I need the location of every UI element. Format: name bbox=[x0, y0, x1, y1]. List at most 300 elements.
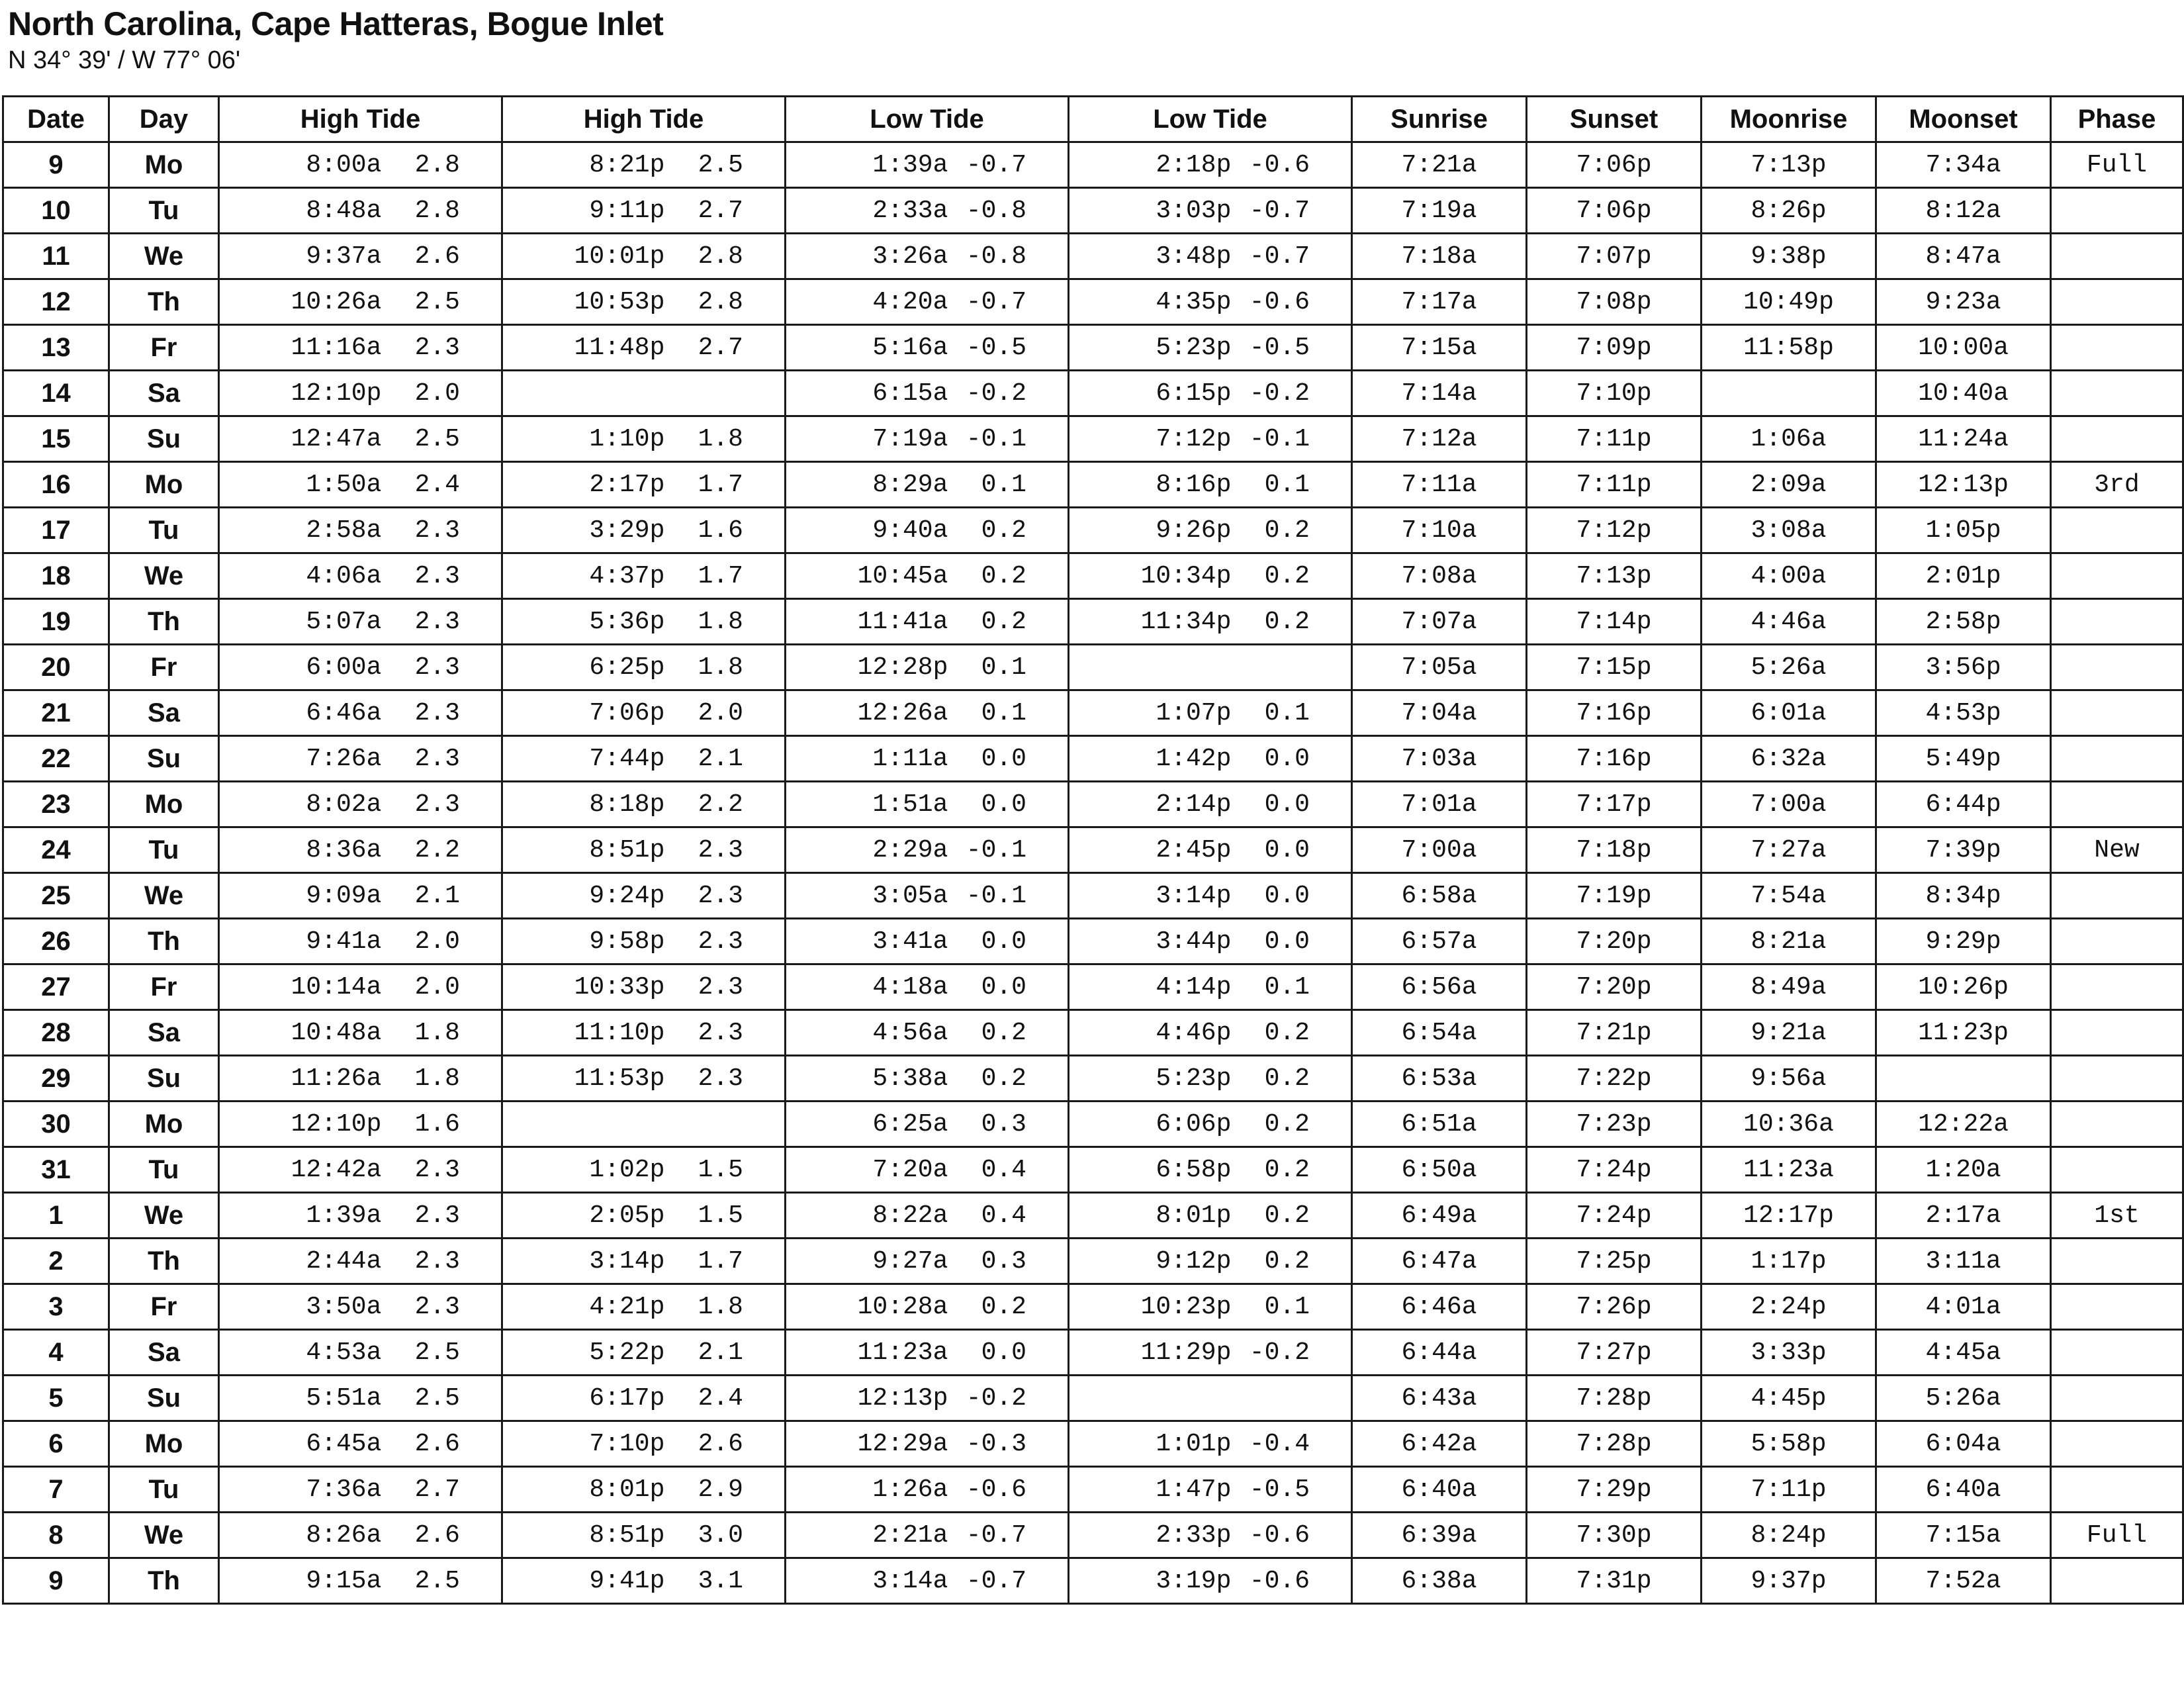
low-tide-2-cell bbox=[1069, 1558, 1352, 1604]
high-tide-2-height: 3.1 bbox=[698, 1566, 743, 1595]
low-tide-2-height: 0.2 bbox=[1264, 561, 1310, 590]
low-tide-1-time: 1:39a bbox=[872, 150, 948, 179]
day-cell: We bbox=[109, 1513, 219, 1558]
low-tide-2-time: 5:23p bbox=[1156, 1064, 1232, 1093]
high-tide-2-time: 8:01p bbox=[589, 1475, 665, 1504]
low-tide-2-cell bbox=[1069, 873, 1352, 919]
high-tide-1-time: 2:58a bbox=[306, 516, 382, 545]
low-tide-2-pair bbox=[1069, 1567, 1351, 1595]
high-tide-1-pair bbox=[220, 973, 501, 1002]
low-tide-2-cell bbox=[1069, 279, 1352, 325]
high-tide-1-pair bbox=[220, 288, 501, 316]
high-tide-1-cell bbox=[219, 599, 502, 645]
low-tide-2-cell bbox=[1069, 1010, 1352, 1056]
low-tide-2-pair bbox=[1069, 1156, 1351, 1184]
low-tide-2-height: 0.0 bbox=[1264, 744, 1310, 773]
high-tide-2-time: 5:22p bbox=[589, 1338, 665, 1367]
day-cell: Tu bbox=[109, 827, 219, 873]
low-tide-1-pair bbox=[786, 1338, 1068, 1367]
high-tide-2-pair bbox=[503, 1476, 784, 1504]
high-tide-2-pair bbox=[503, 745, 784, 773]
high-tide-2-cell bbox=[502, 234, 786, 279]
high-tide-2-pair bbox=[503, 1430, 784, 1458]
high-tide-2-cell bbox=[502, 1513, 786, 1558]
day-cell: Th bbox=[109, 599, 219, 645]
low-tide-1-height: -0.8 bbox=[966, 242, 1026, 271]
low-tide-2-time: 2:18p bbox=[1156, 150, 1232, 179]
date-cell: 30 bbox=[3, 1102, 109, 1147]
high-tide-2-cell bbox=[502, 325, 786, 371]
high-tide-2-height: 2.7 bbox=[698, 196, 743, 225]
high-tide-1-time: 5:51a bbox=[306, 1383, 382, 1413]
low-tide-2-height: 0.2 bbox=[1264, 607, 1310, 636]
high-tide-1-cell bbox=[219, 1284, 502, 1330]
moonset-cell: 12:22a bbox=[1876, 1102, 2051, 1147]
low-tide-1-cell bbox=[786, 1147, 1069, 1193]
low-tide-1-cell bbox=[786, 1376, 1069, 1421]
high-tide-2-pair bbox=[503, 516, 784, 545]
low-tide-1-time: 5:38a bbox=[872, 1064, 948, 1093]
sunset-cell: 7:07p bbox=[1527, 234, 1702, 279]
day-cell: Fr bbox=[109, 964, 219, 1010]
date-cell: 3 bbox=[3, 1284, 109, 1330]
low-tide-1-pair bbox=[786, 1156, 1068, 1184]
high-tide-2-time: 2:05p bbox=[589, 1201, 665, 1230]
sunrise-cell: 7:00a bbox=[1352, 827, 1527, 873]
low-tide-1-pair bbox=[786, 334, 1068, 362]
high-tide-1-cell bbox=[219, 1010, 502, 1056]
low-tide-1-time: 8:29a bbox=[872, 470, 948, 499]
high-tide-1-time: 2:44a bbox=[306, 1246, 382, 1276]
moonrise-cell: 9:38p bbox=[1702, 234, 1876, 279]
sunset-cell: 7:22p bbox=[1527, 1056, 1702, 1102]
low-tide-1-pair bbox=[786, 1430, 1068, 1458]
low-tide-2-cell bbox=[1069, 690, 1352, 736]
high-tide-2-time: 11:53p bbox=[574, 1064, 665, 1093]
low-tide-1-cell bbox=[786, 736, 1069, 782]
table-row bbox=[3, 1102, 2183, 1147]
high-tide-2-cell bbox=[502, 1330, 786, 1376]
low-tide-1-time: 4:18a bbox=[872, 972, 948, 1002]
low-tide-2-height: 0.2 bbox=[1264, 516, 1310, 545]
moonrise-cell: 7:11p bbox=[1702, 1467, 1876, 1513]
high-tide-2-pair bbox=[503, 927, 784, 956]
low-tide-2-cell bbox=[1069, 1421, 1352, 1467]
high-tide-1-height: 2.3 bbox=[414, 744, 460, 773]
low-tide-2-cell bbox=[1069, 599, 1352, 645]
high-tide-1-cell bbox=[219, 1467, 502, 1513]
high-tide-1-time: 12:42a bbox=[291, 1155, 382, 1184]
header-moonset: Moonset bbox=[1876, 97, 2051, 142]
day-cell: Mo bbox=[109, 462, 219, 508]
high-tide-1-cell bbox=[219, 1330, 502, 1376]
high-tide-1-cell bbox=[219, 1056, 502, 1102]
low-tide-2-cell bbox=[1069, 188, 1352, 234]
sunrise-cell: 7:03a bbox=[1352, 736, 1527, 782]
moon-phase-cell bbox=[2051, 919, 2183, 964]
high-tide-2-pair bbox=[503, 1384, 784, 1413]
sunrise-cell: 6:56a bbox=[1352, 964, 1527, 1010]
high-tide-2-pair bbox=[503, 242, 784, 271]
moon-phase-cell bbox=[2051, 416, 2183, 462]
table-row bbox=[3, 782, 2183, 827]
sunrise-cell: 6:39a bbox=[1352, 1513, 1527, 1558]
high-tide-1-pair bbox=[220, 653, 501, 682]
date-cell: 15 bbox=[3, 416, 109, 462]
moonrise-cell: 8:21a bbox=[1702, 919, 1876, 964]
low-tide-2-time: 8:16p bbox=[1156, 470, 1232, 499]
moonset-cell: 1:20a bbox=[1876, 1147, 2051, 1193]
high-tide-2-cell bbox=[502, 1102, 786, 1147]
high-tide-2-time: 3:29p bbox=[589, 516, 665, 545]
low-tide-2-cell bbox=[1069, 508, 1352, 553]
high-tide-1-height: 2.7 bbox=[414, 1475, 460, 1504]
day-cell: Tu bbox=[109, 188, 219, 234]
sunset-cell: 7:20p bbox=[1527, 964, 1702, 1010]
table-row bbox=[3, 1147, 2183, 1193]
sunset-cell: 7:17p bbox=[1527, 782, 1702, 827]
sunrise-cell: 6:49a bbox=[1352, 1193, 1527, 1239]
day-cell: Su bbox=[109, 416, 219, 462]
high-tide-1-time: 8:00a bbox=[306, 150, 382, 179]
table-row bbox=[3, 325, 2183, 371]
sunrise-cell: 7:19a bbox=[1352, 188, 1527, 234]
moonset-cell: 2:58p bbox=[1876, 599, 2051, 645]
low-tide-1-cell bbox=[786, 1284, 1069, 1330]
high-tide-2-height: 1.8 bbox=[698, 424, 743, 453]
moon-phase-cell bbox=[2051, 690, 2183, 736]
low-tide-2-pair bbox=[1069, 151, 1351, 179]
low-tide-1-height: -0.7 bbox=[966, 287, 1026, 316]
day-cell: Sa bbox=[109, 1330, 219, 1376]
high-tide-2-time: 8:51p bbox=[589, 835, 665, 865]
high-tide-1-pair bbox=[220, 1019, 501, 1047]
low-tide-1-time: 3:14a bbox=[872, 1566, 948, 1595]
moonrise-cell: 6:01a bbox=[1702, 690, 1876, 736]
low-tide-1-cell bbox=[786, 873, 1069, 919]
moonrise-cell: 12:17p bbox=[1702, 1193, 1876, 1239]
moonset-cell: 7:34a bbox=[1876, 142, 2051, 188]
page-title: North Carolina, Cape Hatteras, Bogue Inlet bbox=[8, 5, 664, 42]
low-tide-1-pair bbox=[786, 151, 1068, 179]
low-tide-2-cell bbox=[1069, 1147, 1352, 1193]
high-tide-2-cell bbox=[502, 873, 786, 919]
high-tide-1-height: 2.0 bbox=[414, 972, 460, 1002]
moonset-cell: 11:24a bbox=[1876, 416, 2051, 462]
moonrise-cell: 2:24p bbox=[1702, 1284, 1876, 1330]
low-tide-2-height: 0.2 bbox=[1264, 1201, 1310, 1230]
high-tide-2-pair bbox=[503, 882, 784, 910]
high-tide-2-height: 3.0 bbox=[698, 1521, 743, 1550]
high-tide-1-time: 9:09a bbox=[306, 881, 382, 910]
high-tide-1-time: 8:36a bbox=[306, 835, 382, 865]
high-tide-1-cell bbox=[219, 919, 502, 964]
date-cell: 16 bbox=[3, 462, 109, 508]
moonrise-cell: 7:27a bbox=[1702, 827, 1876, 873]
moonrise-cell: 7:00a bbox=[1702, 782, 1876, 827]
table-row bbox=[3, 279, 2183, 325]
table-row bbox=[3, 1330, 2183, 1376]
low-tide-2-pair bbox=[1069, 1064, 1351, 1093]
low-tide-1-cell bbox=[786, 325, 1069, 371]
high-tide-2-height: 1.7 bbox=[698, 1246, 743, 1276]
moon-phase-cell bbox=[2051, 873, 2183, 919]
high-tide-2-cell bbox=[502, 645, 786, 690]
low-tide-2-pair bbox=[1069, 836, 1351, 865]
low-tide-1-height: 0.1 bbox=[981, 698, 1026, 727]
sunrise-cell: 6:57a bbox=[1352, 919, 1527, 964]
low-tide-2-cell bbox=[1069, 1467, 1352, 1513]
sunrise-cell: 6:38a bbox=[1352, 1558, 1527, 1604]
day-cell: We bbox=[109, 1193, 219, 1239]
high-tide-2-time: 2:17p bbox=[589, 470, 665, 499]
high-tide-2-height: 1.8 bbox=[698, 1292, 743, 1321]
low-tide-1-cell bbox=[786, 234, 1069, 279]
moon-phase-cell bbox=[2051, 1010, 2183, 1056]
high-tide-1-pair bbox=[220, 425, 501, 453]
moonset-cell: 7:52a bbox=[1876, 1558, 2051, 1604]
low-tide-2-pair bbox=[1069, 334, 1351, 362]
high-tide-1-height: 2.3 bbox=[414, 653, 460, 682]
high-tide-1-pair bbox=[220, 1293, 501, 1321]
low-tide-1-cell bbox=[786, 553, 1069, 599]
low-tide-2-pair bbox=[1069, 1521, 1351, 1550]
low-tide-1-height: 0.2 bbox=[981, 516, 1026, 545]
high-tide-2-cell bbox=[502, 782, 786, 827]
high-tide-1-height: 2.5 bbox=[414, 424, 460, 453]
moonrise-cell: 7:54a bbox=[1702, 873, 1876, 919]
high-tide-1-time: 4:06a bbox=[306, 561, 382, 590]
high-tide-2-height: 2.3 bbox=[698, 927, 743, 956]
header-high-tide-1: High Tide bbox=[219, 97, 502, 142]
low-tide-2-time: 8:01p bbox=[1156, 1201, 1232, 1230]
high-tide-1-time: 10:26a bbox=[291, 287, 382, 316]
low-tide-2-time: 4:35p bbox=[1156, 287, 1232, 316]
high-tide-2-time: 3:14p bbox=[589, 1246, 665, 1276]
high-tide-1-time: 7:26a bbox=[306, 744, 382, 773]
date-cell: 21 bbox=[3, 690, 109, 736]
sunset-cell: 7:21p bbox=[1527, 1010, 1702, 1056]
low-tide-2-pair bbox=[1069, 699, 1351, 727]
high-tide-1-cell bbox=[219, 462, 502, 508]
low-tide-2-height: -0.2 bbox=[1249, 379, 1310, 408]
high-tide-2-pair bbox=[503, 562, 784, 590]
high-tide-2-height: 2.3 bbox=[698, 972, 743, 1002]
high-tide-2-pair bbox=[503, 334, 784, 362]
sunset-cell: 7:25p bbox=[1527, 1239, 1702, 1284]
sunrise-cell: 7:17a bbox=[1352, 279, 1527, 325]
high-tide-1-height: 2.5 bbox=[414, 1566, 460, 1595]
high-tide-1-time: 6:45a bbox=[306, 1429, 382, 1458]
table-row bbox=[3, 599, 2183, 645]
high-tide-2-pair bbox=[503, 973, 784, 1002]
low-tide-2-height: 0.2 bbox=[1264, 1155, 1310, 1184]
high-tide-2-height: 1.5 bbox=[698, 1155, 743, 1184]
low-tide-1-height: -0.8 bbox=[966, 196, 1026, 225]
high-tide-2-height: 2.3 bbox=[698, 881, 743, 910]
low-tide-2-time: 9:12p bbox=[1156, 1246, 1232, 1276]
high-tide-2-cell bbox=[502, 553, 786, 599]
day-cell: Mo bbox=[109, 1421, 219, 1467]
date-cell: 7 bbox=[3, 1467, 109, 1513]
table-row bbox=[3, 188, 2183, 234]
moon-phase-cell: Full bbox=[2051, 1513, 2183, 1558]
high-tide-1-pair bbox=[220, 1384, 501, 1413]
day-cell: Su bbox=[109, 1056, 219, 1102]
moonset-cell bbox=[1876, 1056, 2051, 1102]
low-tide-2-time: 3:03p bbox=[1156, 196, 1232, 225]
high-tide-2-cell bbox=[502, 1010, 786, 1056]
low-tide-2-cell bbox=[1069, 1330, 1352, 1376]
low-tide-2-height: 0.1 bbox=[1264, 470, 1310, 499]
low-tide-2-cell bbox=[1069, 1193, 1352, 1239]
high-tide-1-pair bbox=[220, 1110, 501, 1139]
high-tide-2-time: 11:48p bbox=[574, 333, 665, 362]
low-tide-1-cell bbox=[786, 188, 1069, 234]
moonrise-cell: 2:09a bbox=[1702, 462, 1876, 508]
low-tide-2-height: -0.7 bbox=[1249, 196, 1310, 225]
high-tide-2-cell bbox=[502, 416, 786, 462]
low-tide-1-height: -0.7 bbox=[966, 150, 1026, 179]
high-tide-2-pair bbox=[503, 1019, 784, 1047]
moonrise-cell: 7:13p bbox=[1702, 142, 1876, 188]
day-cell: Mo bbox=[109, 1102, 219, 1147]
low-tide-1-cell bbox=[786, 371, 1069, 416]
high-tide-1-height: 2.3 bbox=[414, 1292, 460, 1321]
day-cell: We bbox=[109, 234, 219, 279]
high-tide-2-time: 9:24p bbox=[589, 881, 665, 910]
day-cell: We bbox=[109, 553, 219, 599]
low-tide-1-time: 12:29a bbox=[857, 1429, 948, 1458]
high-tide-2-height: 2.6 bbox=[698, 1429, 743, 1458]
sunset-cell: 7:16p bbox=[1527, 690, 1702, 736]
day-cell: Th bbox=[109, 1558, 219, 1604]
low-tide-1-pair bbox=[786, 1064, 1068, 1093]
low-tide-1-pair bbox=[786, 653, 1068, 682]
low-tide-1-pair bbox=[786, 471, 1068, 499]
high-tide-1-height: 2.6 bbox=[414, 1521, 460, 1550]
low-tide-1-cell bbox=[786, 1330, 1069, 1376]
low-tide-1-cell bbox=[786, 919, 1069, 964]
moon-phase-cell bbox=[2051, 1102, 2183, 1147]
low-tide-1-pair bbox=[786, 973, 1068, 1002]
low-tide-1-height: 0.3 bbox=[981, 1246, 1026, 1276]
moonset-cell: 12:13p bbox=[1876, 462, 2051, 508]
date-cell: 25 bbox=[3, 873, 109, 919]
moonset-cell: 10:26p bbox=[1876, 964, 2051, 1010]
high-tide-1-time: 9:37a bbox=[306, 242, 382, 271]
high-tide-2-pair bbox=[503, 197, 784, 225]
high-tide-1-time: 1:39a bbox=[306, 1201, 382, 1230]
day-cell: Th bbox=[109, 1239, 219, 1284]
date-cell: 4 bbox=[3, 1330, 109, 1376]
moon-phase-cell bbox=[2051, 964, 2183, 1010]
high-tide-1-pair bbox=[220, 745, 501, 773]
sunset-cell: 7:13p bbox=[1527, 553, 1702, 599]
high-tide-2-time: 9:41p bbox=[589, 1566, 665, 1595]
moonset-cell: 10:40a bbox=[1876, 371, 2051, 416]
high-tide-1-pair bbox=[220, 1430, 501, 1458]
moonset-cell: 6:04a bbox=[1876, 1421, 2051, 1467]
date-cell: 18 bbox=[3, 553, 109, 599]
low-tide-1-cell bbox=[786, 599, 1069, 645]
high-tide-1-height: 2.1 bbox=[414, 881, 460, 910]
moonset-cell: 8:47a bbox=[1876, 234, 2051, 279]
low-tide-1-cell bbox=[786, 1513, 1069, 1558]
low-tide-1-time: 11:41a bbox=[857, 607, 948, 636]
sunrise-cell: 7:08a bbox=[1352, 553, 1527, 599]
day-cell: Su bbox=[109, 736, 219, 782]
high-tide-1-cell bbox=[219, 964, 502, 1010]
low-tide-2-time: 7:12p bbox=[1156, 424, 1232, 453]
day-cell: Fr bbox=[109, 645, 219, 690]
moonrise-cell: 8:49a bbox=[1702, 964, 1876, 1010]
high-tide-2-cell bbox=[502, 919, 786, 964]
moon-phase-cell: New bbox=[2051, 827, 2183, 873]
day-cell: Tu bbox=[109, 508, 219, 553]
low-tide-1-pair bbox=[786, 562, 1068, 590]
high-tide-2-height: 2.7 bbox=[698, 333, 743, 362]
low-tide-2-height: 0.0 bbox=[1264, 927, 1310, 956]
moonset-cell: 3:56p bbox=[1876, 645, 2051, 690]
sunrise-cell: 7:12a bbox=[1352, 416, 1527, 462]
low-tide-1-cell bbox=[786, 690, 1069, 736]
low-tide-1-height: -0.2 bbox=[966, 1383, 1026, 1413]
high-tide-2-cell bbox=[502, 142, 786, 188]
low-tide-2-cell bbox=[1069, 1513, 1352, 1558]
low-tide-1-cell bbox=[786, 1193, 1069, 1239]
high-tide-2-cell bbox=[502, 1421, 786, 1467]
low-tide-2-height: 0.2 bbox=[1264, 1064, 1310, 1093]
high-tide-1-cell bbox=[219, 1147, 502, 1193]
high-tide-1-pair bbox=[220, 1201, 501, 1230]
high-tide-1-pair bbox=[220, 151, 501, 179]
date-cell: 20 bbox=[3, 645, 109, 690]
high-tide-2-cell bbox=[502, 1193, 786, 1239]
moonset-cell: 5:26a bbox=[1876, 1376, 2051, 1421]
table-row bbox=[3, 690, 2183, 736]
high-tide-2-pair bbox=[503, 790, 784, 819]
high-tide-2-cell bbox=[502, 188, 786, 234]
table-row bbox=[3, 1421, 2183, 1467]
low-tide-2-pair bbox=[1069, 1430, 1351, 1458]
high-tide-1-cell bbox=[219, 1558, 502, 1604]
table-row bbox=[3, 873, 2183, 919]
moon-phase-cell bbox=[2051, 599, 2183, 645]
day-cell: Th bbox=[109, 919, 219, 964]
high-tide-2-pair bbox=[503, 1338, 784, 1367]
high-tide-2-pair bbox=[503, 1064, 784, 1093]
moonset-cell: 7:15a bbox=[1876, 1513, 2051, 1558]
low-tide-2-pair bbox=[1069, 562, 1351, 590]
high-tide-1-cell bbox=[219, 279, 502, 325]
low-tide-2-height: -0.5 bbox=[1249, 1475, 1310, 1504]
low-tide-2-cell bbox=[1069, 645, 1352, 690]
sunrise-cell: 6:43a bbox=[1352, 1376, 1527, 1421]
moon-phase-cell bbox=[2051, 553, 2183, 599]
low-tide-2-height: 0.0 bbox=[1264, 881, 1310, 910]
sunrise-cell: 6:47a bbox=[1352, 1239, 1527, 1284]
high-tide-2-cell bbox=[502, 1239, 786, 1284]
header-phase: Phase bbox=[2051, 97, 2183, 142]
high-tide-1-height: 2.3 bbox=[414, 333, 460, 362]
high-tide-1-pair bbox=[220, 1338, 501, 1367]
moonset-cell: 7:39p bbox=[1876, 827, 2051, 873]
date-cell: 10 bbox=[3, 188, 109, 234]
moonrise-cell: 10:36a bbox=[1702, 1102, 1876, 1147]
sunrise-cell: 7:07a bbox=[1352, 599, 1527, 645]
low-tide-2-cell bbox=[1069, 1239, 1352, 1284]
